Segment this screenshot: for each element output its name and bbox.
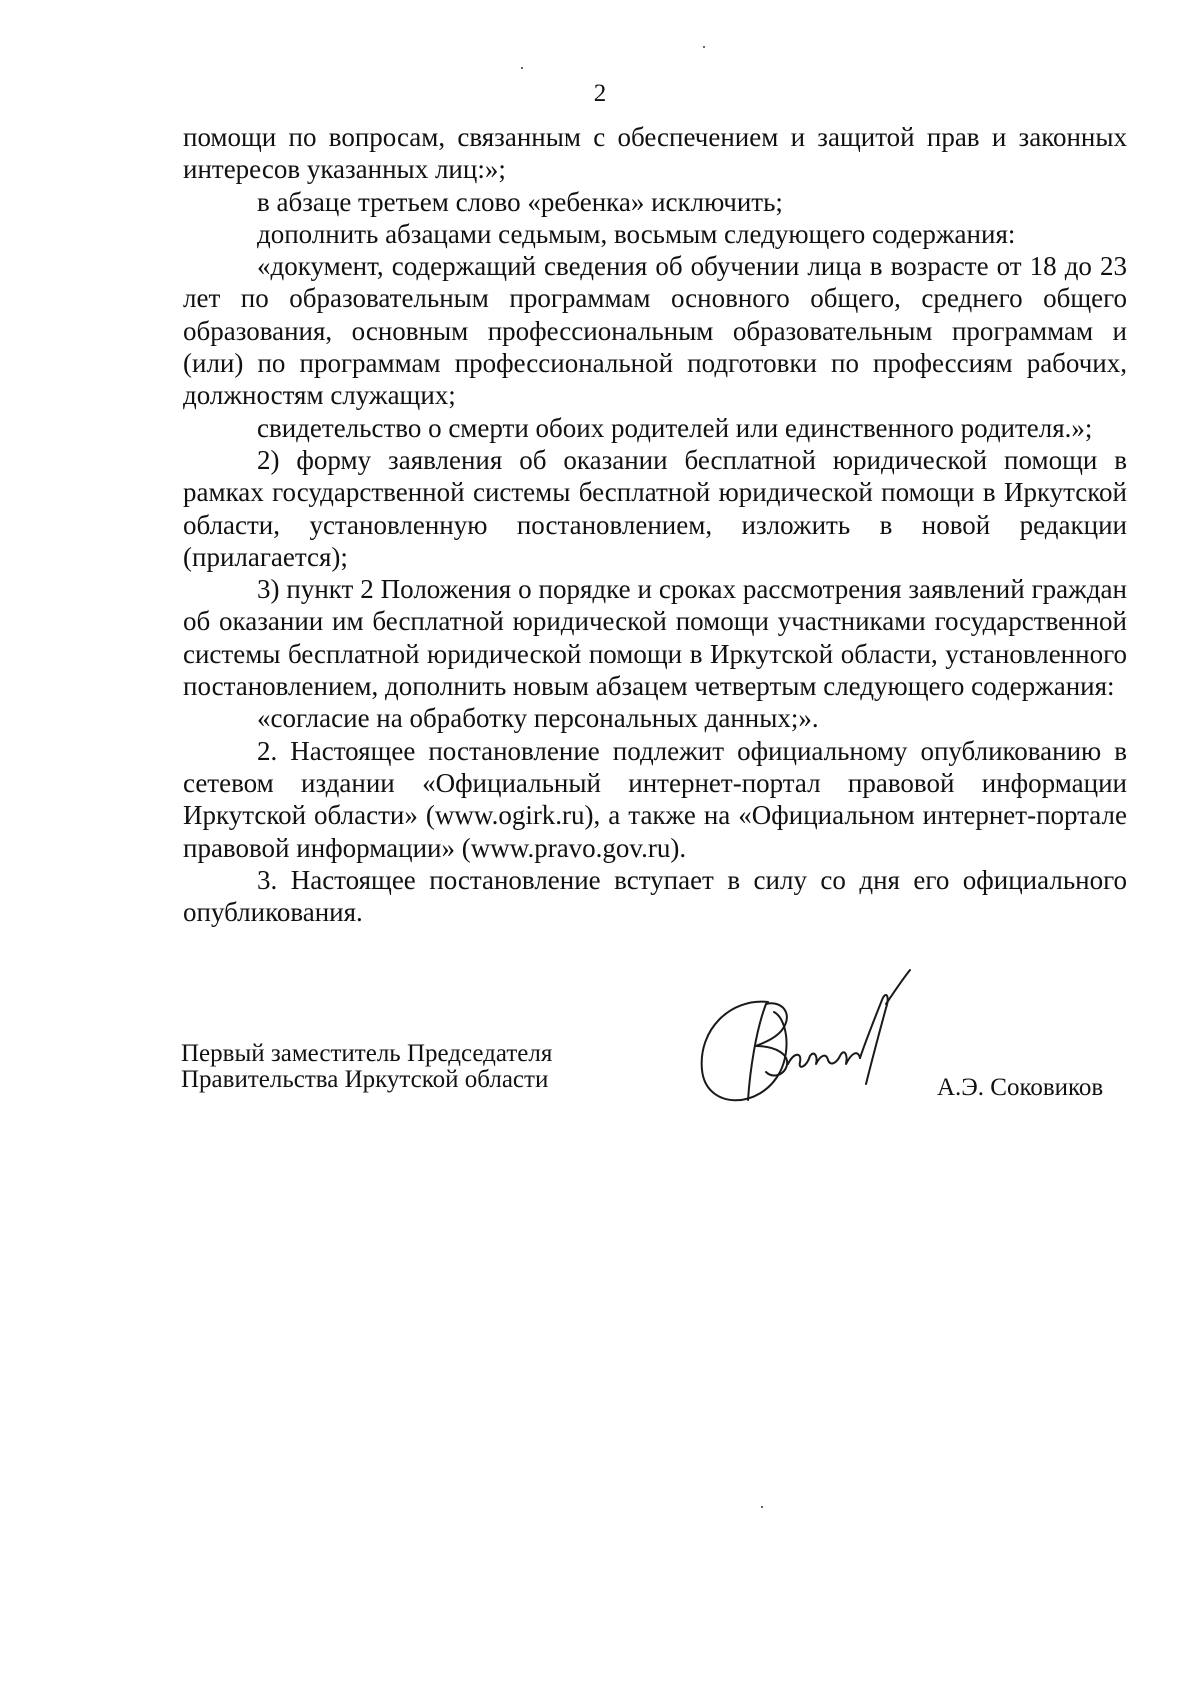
scan-speck: [703, 46, 705, 48]
paragraph: в абзаце третьем слово «ребенка» исключить;: [257, 186, 783, 217]
paragraph: свидетельство о смерти обоих родителей или единственного родителя.»;: [257, 412, 1093, 443]
paragraph: интересов указанных лиц:»;: [183, 154, 506, 185]
signatory-position-line: Правительства Иркутской области: [181, 1066, 549, 1093]
signatory-position: [181, 1041, 552, 1093]
signatory-position-line: Первый заместитель Председателя: [181, 1040, 553, 1067]
scan-speck: [521, 67, 523, 69]
paragraph: помощи по вопросам, связанным с обеспечением и защитой прав и законных: [183, 122, 1127, 152]
handwritten-signature: [690, 960, 940, 1120]
page-number: 2: [593, 80, 607, 107]
paragraph: 3) пункт 2 Положения о порядке и сроках рассмотрения заявлений граждан об оказании им бесплатной юридической помощи участниками государственной системы бесплатной юридической помощи в Иркутской области, установленного постановлением, дополнить новым абзацем четвертым следующего содержания:: [183, 574, 1127, 702]
paragraph: 3. Настоящее постановление вступает в силу со дня его официального опубликования.: [183, 864, 1127, 928]
document-body: [183, 121, 1127, 928]
paragraph: «согласие на обработку персональных данных;».: [257, 703, 819, 734]
paragraph: «документ, содержащий сведения об обучении лица в возрасте от 18 до 23 лет по образовательным программам основного общего, среднего общего образования, основным профессиональным образовательным программам и (или) по программам профессиональной подготовки по профессиям рабочих, должностям служащих;: [183, 251, 1127, 411]
paragraph: дополнить абзацами седьмым, восьмым следующего содержания:: [257, 218, 1016, 249]
paragraph: 2. Настоящее постановление подлежит официальному опубликованию в сетевом издании «Официальный интернет-портал правовой информации Иркутской области» (www.ogirk.ru), а также на «Официальном интернет-портале правовой информации» (www.pravo.gov.ru).: [183, 735, 1127, 863]
paragraph: 2) форму заявления об оказании бесплатной юридической помощи в рамках государственной системы бесплатной юридической помощи в Иркутской области, установленную постановлением, изложить в новой редакции (прилагается);: [183, 444, 1127, 572]
signatory-name: А.Э. Соковиков: [937, 1074, 1104, 1101]
scan-speck: [761, 1506, 763, 1508]
